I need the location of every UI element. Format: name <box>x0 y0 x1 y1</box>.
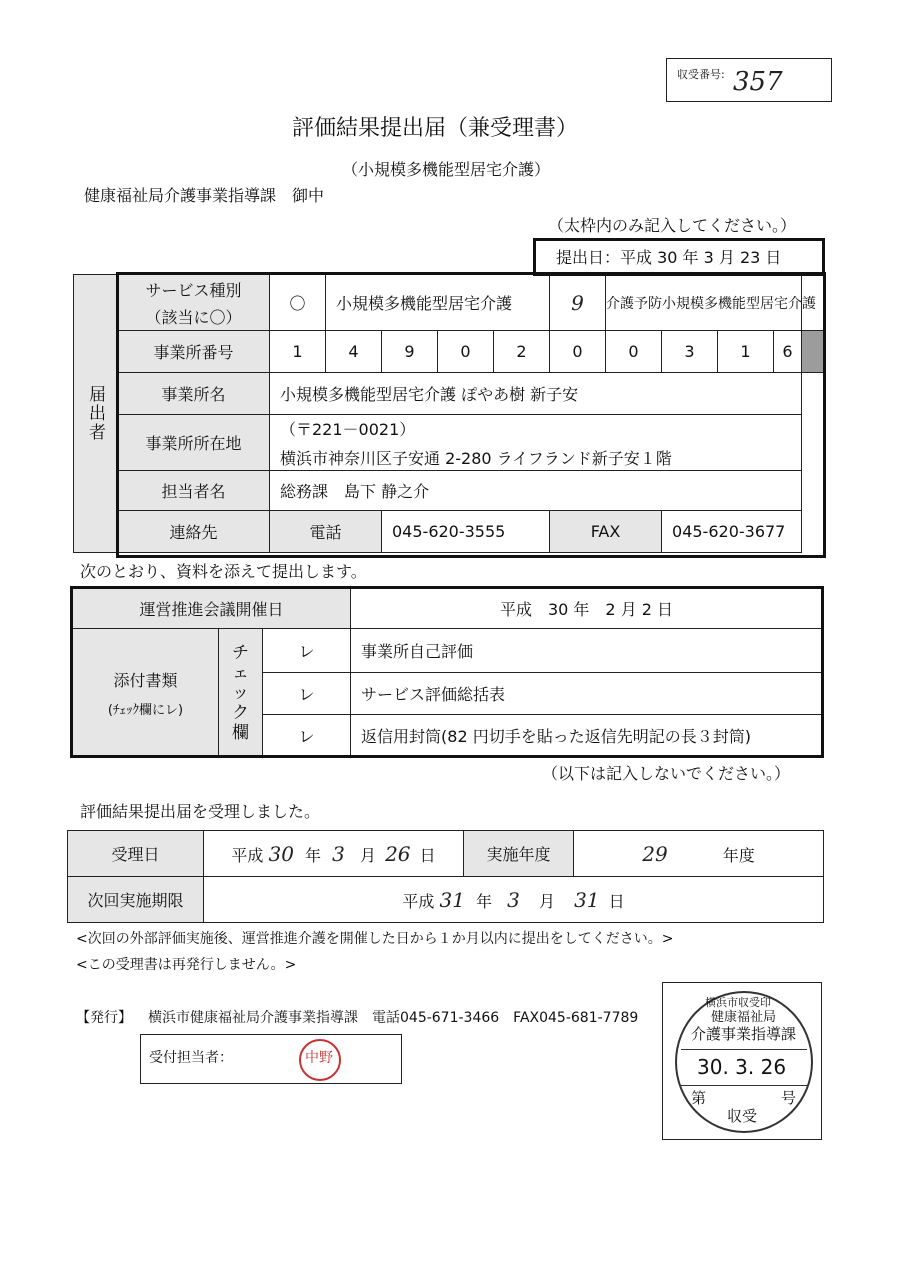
office-name-label: 事業所名 <box>118 373 270 415</box>
receiver-seal <box>299 1039 341 1081</box>
applicant-side-text: 届出者 <box>85 385 105 442</box>
fiscal-year-unit: 年度 <box>722 845 755 865</box>
stamp-top: 横浜市収受印 <box>705 996 771 1009</box>
applicant-side-label <box>74 275 118 553</box>
submit-date-box <box>533 238 825 276</box>
reception-stamp-box <box>662 982 822 1140</box>
office-number-row <box>74 331 825 373</box>
receipt-date-day: 26 <box>385 841 411 866</box>
receipt-table <box>67 830 824 923</box>
receipt-date-era: 平成 <box>231 845 264 865</box>
reception-stamp <box>675 991 813 1133</box>
tel-label: 電話 <box>270 511 382 553</box>
receipt-number-label: 収受番号: <box>677 68 725 81</box>
next-deadline-era: 平成 <box>402 891 435 911</box>
next-deadline-year: 31 <box>439 887 465 912</box>
office-number-digit[interactable]: 1 <box>270 331 326 373</box>
stamp-line1: 健康福祉局 <box>711 1010 777 1025</box>
receipt-date-month-label: 月 <box>359 845 376 865</box>
service-type-mark-1[interactable]: 〇 <box>270 275 326 331</box>
office-address: 横浜市神奈川区子安通 2-280 ライフランド新子安１階 <box>280 448 672 468</box>
stamp-date: 30. 3. 26 <box>697 1055 787 1079</box>
office-number-digit[interactable]: 1 <box>718 331 774 373</box>
stamp-right: 号 <box>781 1089 797 1107</box>
attachments-label-main: 添付書類 <box>113 670 178 690</box>
office-number-digit[interactable]: 0 <box>550 331 606 373</box>
next-deadline-cell <box>204 877 824 923</box>
attachments-label-sub: (ﾁｪｯｸ欄にレ) <box>107 702 184 718</box>
service-type-mark-2[interactable] <box>550 275 606 331</box>
service-type-label <box>118 275 270 331</box>
receipt-number-box <box>666 58 832 102</box>
office-postal-code: （〒221－0021） <box>280 419 416 439</box>
next-deadline-label: 次回実施期限 <box>68 877 204 923</box>
receiver-box <box>140 1034 402 1084</box>
next-deadline-day: 31 <box>574 887 600 912</box>
fiscal-year-cell <box>574 831 824 877</box>
check-column-char: チ <box>232 642 249 663</box>
meeting-label: 運営推進会議開催日 <box>73 589 351 629</box>
office-number-digit[interactable]: 2 <box>494 331 550 373</box>
attach-intro: 次のとおり、資料を添えて提出します。 <box>80 562 367 581</box>
service-type-label-sub: （該当に〇） <box>145 307 242 327</box>
check-column-char: ク <box>232 702 249 723</box>
office-name-value[interactable]: 小規模多機能型居宅介護 ぽやあ樹 新子安 <box>270 373 802 415</box>
check-column-char: 欄 <box>232 722 249 743</box>
note-line: <この受理書は再発行しません。> <box>76 957 297 973</box>
document-subtitle: （小規模多機能型居宅介護） <box>342 160 551 179</box>
attachment-check[interactable]: レ <box>263 673 351 715</box>
service-type-mark-2-value: 9 <box>571 290 584 315</box>
check-column-label <box>219 629 263 757</box>
receipt-date-cell <box>204 831 464 877</box>
contact-label: 連絡先 <box>118 511 270 553</box>
office-number-digit[interactable]: 6 <box>774 331 802 373</box>
stamp-left: 第 <box>691 1089 707 1107</box>
receiver-label: 受付担当者： <box>149 1050 233 1066</box>
receiver-seal-text: 中野 <box>305 1050 333 1066</box>
stamp-line2: 介護事業指導課 <box>691 1025 797 1043</box>
receipt-date-day-label: 日 <box>419 845 436 865</box>
issuer-text: 横浜市健康福祉局介護事業指導課 電話045-671-3466 FAX045-681-7789 <box>148 1010 639 1026</box>
attachment-name: 返信用封筒(82 円切手を貼った返信先明記の長３封筒) <box>351 715 823 757</box>
person-label: 担当者名 <box>118 471 270 511</box>
addressee: 健康福祉局介護事業指導課 御中 <box>84 186 325 205</box>
next-deadline-year-label: 年 <box>476 891 493 911</box>
attachments-label <box>73 629 219 757</box>
receipt-note: 評価結果提出届を受理しました。 <box>80 802 321 821</box>
instruction-top: （太枠内のみ記入してください。） <box>548 216 797 235</box>
applicant-table <box>73 274 825 553</box>
office-number-digit[interactable]: 0 <box>606 331 662 373</box>
check-column-char: ェ <box>232 662 249 683</box>
next-deadline-month-label: 月 <box>538 891 555 911</box>
service-type-name-1: 小規模多機能型居宅介護 <box>326 275 550 331</box>
stamp-divider-top <box>681 1049 807 1050</box>
note-line: <次回の外部評価実施後、運営推進介護を開催した日から１か月以内に提出をしてください。> <box>76 931 674 947</box>
receipt-number-value: 357 <box>733 67 783 97</box>
check-column-char: ッ <box>232 682 249 703</box>
office-address-label: 事業所所在地 <box>118 415 270 471</box>
submit-date: 提出日：平成 30 年 3 月 23 日 <box>556 248 782 267</box>
attachment-check[interactable]: レ <box>263 629 351 673</box>
receipt-date-year-label: 年 <box>305 845 322 865</box>
office-number-digit[interactable]: 0 <box>438 331 494 373</box>
office-number-label: 事業所番号 <box>118 331 270 373</box>
next-deadline-day-label: 日 <box>608 891 625 911</box>
instruction-bottom: （以下は記入しないでください。） <box>542 764 791 783</box>
office-address-cell[interactable] <box>270 415 802 471</box>
office-number-digit[interactable]: 9 <box>382 331 438 373</box>
receipt-date-label: 受理日 <box>68 831 204 877</box>
stamp-divider-bottom <box>681 1085 807 1086</box>
service-type-name-2: 介護予防小規模多機能型居宅介護 <box>606 275 802 331</box>
fax-label: FAX <box>550 511 662 553</box>
fiscal-year-value: 29 <box>642 841 668 866</box>
issuer-label: 【発行】 <box>76 1010 132 1026</box>
stamp-bottom: 収受 <box>727 1107 758 1125</box>
meeting-date[interactable]: 平成 30 年 2 月 2 日 <box>351 589 823 629</box>
receipt-date-month: 3 <box>332 841 345 866</box>
service-type-label-main: サービス種別 <box>145 280 242 300</box>
receipt-date-year: 30 <box>268 841 294 866</box>
fax-value[interactable]: 045-620-3677 <box>662 511 802 553</box>
office-number-digit[interactable]: 4 <box>326 331 382 373</box>
office-number-digit[interactable]: 3 <box>662 331 718 373</box>
next-deadline-month: 3 <box>507 887 520 912</box>
attachment-name: サービス評価総括表 <box>351 673 823 715</box>
document-title: 評価結果提出届（兼受理書） <box>292 116 579 141</box>
tel-value[interactable]: 045-620-3555 <box>382 511 550 553</box>
person-value[interactable]: 総務課 島下 静之介 <box>270 471 802 511</box>
attachment-name: 事業所自己評価 <box>351 629 823 673</box>
attachments-table <box>72 588 823 757</box>
office-number-blank <box>802 331 825 373</box>
fiscal-year-label: 実施年度 <box>464 831 574 877</box>
attachment-check[interactable]: レ <box>263 715 351 757</box>
